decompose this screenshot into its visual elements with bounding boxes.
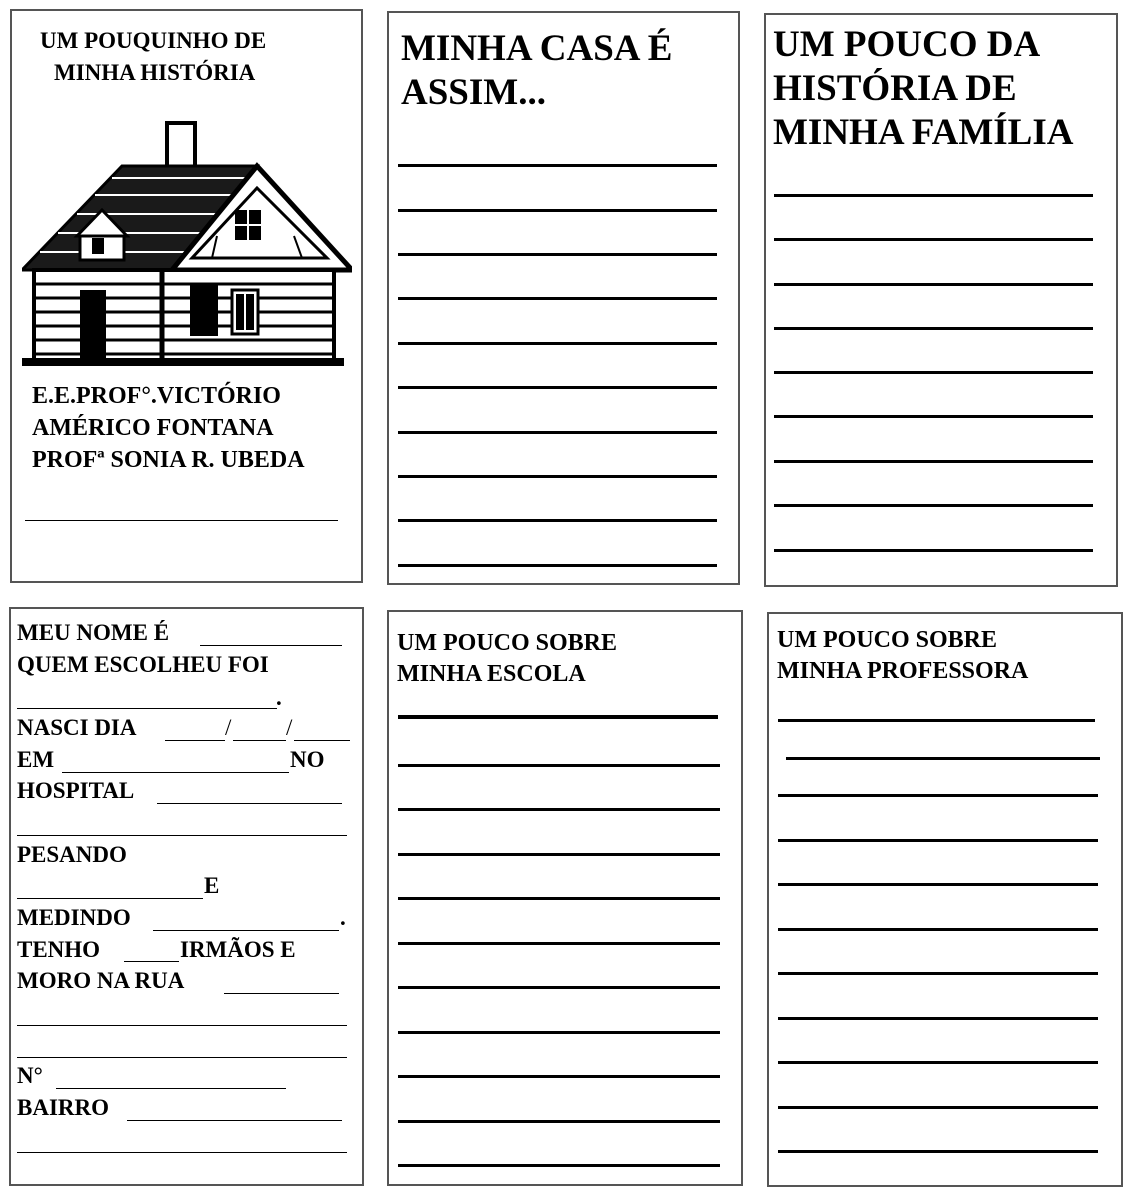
school-title-line-1: UM POUCO SOBRE — [397, 630, 618, 656]
cover-blank-line[interactable] — [25, 520, 338, 521]
number-label: N° — [17, 1063, 43, 1088]
height-period: . — [340, 905, 346, 930]
teacher-writing-line[interactable] — [778, 883, 1098, 886]
house-writing-line[interactable] — [398, 519, 717, 522]
teacher-writing-line[interactable] — [778, 972, 1098, 975]
born-label: NASCI DIA — [17, 715, 137, 740]
street-blank-2[interactable] — [17, 1025, 347, 1026]
cover-title-line-1: UM POUQUINHO DE — [40, 28, 267, 53]
teacher-name-line: PROFª SONIA R. UBEDA — [32, 447, 305, 473]
school-writing-line[interactable] — [398, 986, 720, 989]
family-writing-line[interactable] — [774, 549, 1093, 552]
house-illustration-icon — [22, 118, 352, 368]
school-writing-line[interactable] — [398, 1075, 720, 1078]
height-label: MEDINDO — [17, 905, 131, 930]
school-writing-line[interactable] — [398, 853, 720, 856]
siblings-suffix: IRMÃOS E — [180, 937, 296, 962]
name-blank[interactable] — [200, 645, 342, 646]
and-label: E — [204, 873, 220, 898]
teacher-writing-line[interactable] — [778, 839, 1098, 842]
district-blank[interactable] — [127, 1120, 342, 1121]
height-blank[interactable] — [153, 930, 339, 931]
district-label: BAIRRO — [17, 1095, 110, 1120]
school-writing-line[interactable] — [398, 1164, 720, 1167]
school-title-line-2: MINHA ESCOLA — [397, 661, 586, 687]
family-title-line-1: UM POUCO DA — [773, 24, 1041, 65]
teacher-writing-line[interactable] — [778, 719, 1095, 722]
born-slash-1: / — [225, 715, 232, 740]
street-label: MORO NA RUA — [17, 968, 185, 993]
school-name-line-1: E.E.PROF°.VICTÓRIO — [32, 383, 281, 409]
family-writing-line[interactable] — [774, 194, 1093, 197]
weight-label: PESANDO — [17, 842, 127, 867]
school-writing-line[interactable] — [398, 1031, 720, 1034]
hospital-label: HOSPITAL — [17, 778, 135, 803]
house-title-line-2: ASSIM... — [401, 72, 546, 113]
teacher-writing-line[interactable] — [778, 794, 1098, 797]
chosen-by-label: QUEM ESCOLHEU FOI — [17, 652, 269, 677]
house-writing-line[interactable] — [398, 164, 717, 167]
family-writing-line[interactable] — [774, 415, 1093, 418]
teacher-writing-line[interactable] — [778, 1150, 1098, 1153]
school-writing-line[interactable] — [398, 942, 720, 945]
hospital-blank[interactable] — [157, 803, 342, 804]
hospital-blank-2[interactable] — [17, 835, 347, 836]
born-month-blank[interactable] — [233, 740, 286, 741]
family-writing-line[interactable] — [774, 327, 1093, 330]
family-writing-line[interactable] — [774, 460, 1093, 463]
house-writing-line[interactable] — [398, 386, 717, 389]
teacher-title-line-2: MINHA PROFESSORA — [777, 658, 1029, 684]
school-writing-line[interactable] — [398, 808, 720, 811]
house-writing-line[interactable] — [398, 342, 717, 345]
school-name-line-2: AMÉRICO FONTANA — [32, 415, 274, 441]
teacher-writing-line[interactable] — [778, 1061, 1098, 1064]
house-writing-line[interactable] — [398, 253, 717, 256]
teacher-writing-line[interactable] — [778, 1106, 1098, 1109]
born-slash-2: / — [286, 715, 293, 740]
teacher-writing-line[interactable] — [786, 757, 1100, 760]
teacher-writing-line[interactable] — [778, 1017, 1098, 1020]
family-writing-line[interactable] — [774, 504, 1093, 507]
at-label: NO — [290, 747, 325, 772]
chosen-by-blank[interactable] — [17, 708, 277, 709]
born-year-blank[interactable] — [294, 740, 350, 741]
siblings-blank[interactable] — [124, 961, 179, 962]
family-title-line-3: MINHA FAMÍLIA — [773, 112, 1074, 153]
street-blank-3[interactable] — [17, 1057, 347, 1058]
name-label: MEU NOME É — [17, 620, 170, 645]
house-title-line-1: MINHA CASA É — [401, 28, 673, 69]
teacher-panel — [767, 612, 1123, 1187]
school-writing-line[interactable] — [398, 897, 720, 900]
cover-title-line-2: MINHA HISTÓRIA — [54, 60, 256, 85]
school-writing-line[interactable] — [398, 715, 718, 719]
street-blank[interactable] — [224, 993, 339, 994]
family-writing-line[interactable] — [774, 238, 1093, 241]
school-writing-line[interactable] — [398, 764, 720, 767]
house-writing-line[interactable] — [398, 297, 717, 300]
in-label: EM — [17, 747, 55, 772]
teacher-title-line-1: UM POUCO SOBRE — [777, 627, 998, 653]
district-blank-2[interactable] — [17, 1152, 347, 1153]
family-writing-line[interactable] — [774, 371, 1093, 374]
house-writing-line[interactable] — [398, 475, 717, 478]
siblings-label: TENHO — [17, 937, 101, 962]
family-writing-line[interactable] — [774, 283, 1093, 286]
house-writing-line[interactable] — [398, 431, 717, 434]
number-blank[interactable] — [56, 1088, 286, 1089]
weight-blank[interactable] — [17, 898, 203, 899]
house-writing-line[interactable] — [398, 564, 717, 567]
city-blank[interactable] — [62, 772, 289, 773]
house-writing-line[interactable] — [398, 209, 717, 212]
chosen-by-period: . — [276, 685, 282, 710]
born-day-blank[interactable] — [165, 740, 225, 741]
family-title-line-2: HISTÓRIA DE — [773, 68, 1017, 109]
school-writing-line[interactable] — [398, 1120, 720, 1123]
teacher-writing-line[interactable] — [778, 928, 1098, 931]
